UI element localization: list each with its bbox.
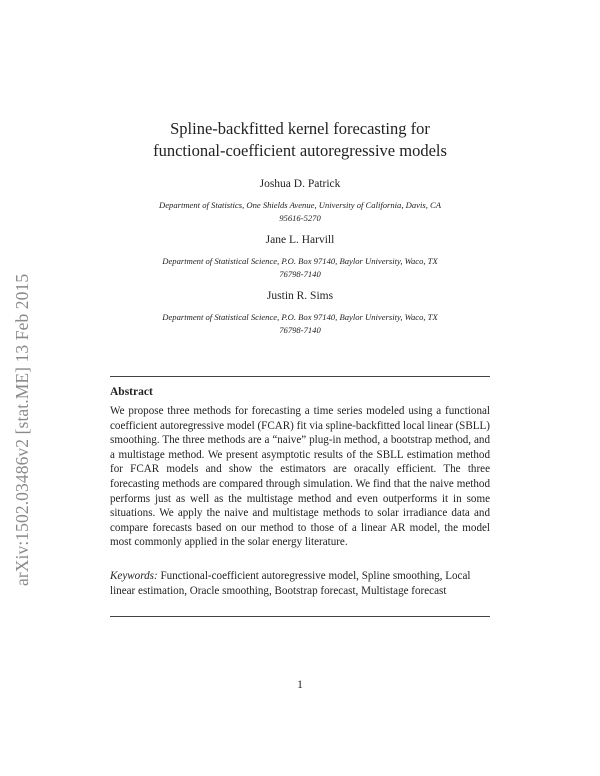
abstract-heading: Abstract — [110, 386, 153, 398]
page-number: 1 — [297, 679, 303, 691]
paper-title — [110, 118, 490, 162]
author-name-1: Joshua D. Patrick — [259, 178, 341, 190]
keywords-label: Keywords: — [110, 570, 158, 582]
paper-title-line-1: Spline-backfitted kernel forecasting for — [170, 119, 430, 138]
author-affiliation-2 — [115, 255, 485, 281]
author-affiliation-3-line-2: 76798-7140 — [279, 325, 321, 335]
abstract-bottom-rule — [110, 616, 490, 617]
author-affiliation-2-line-2: 76798-7140 — [279, 269, 321, 279]
author-affiliation-3-line-1: Department of Statistical Science, P.O. Box 97140, Baylor University, Waco, TX — [162, 312, 438, 322]
keywords — [110, 569, 490, 598]
author-affiliation-2-line-1: Department of Statistical Science, P.O. Box 97140, Baylor University, Waco, TX — [162, 256, 438, 266]
paper-title-line-2: functional-coefficient autoregressive models — [153, 141, 447, 160]
abstract-body: We propose three methods for forecasting a time series modeled using a functional coefficient autoregressive model (FCAR) fit via spline-backfitted local linear (SBLL) smoothing. The three methods are a “naive” plug-in method, a bootstrap method, and a multistage method. We present asymptotic results of the SBLL estimation method for FCAR models and show the estimators are oracally efficient. The three forecasting methods are compared through simulation. We find that the naive method performs just as well as the multistage method and even outperforms it in some situations. We apply the naive and multistage methods to solar irradiance data and compare forecasts based on our method to those of a linear AR model, the model most commonly applied in the solar energy literature. — [110, 405, 490, 549]
keywords-list: Functional-coefficient autoregressive model, Spline smoothing, Local linear estimation, Oracle smoothing, Bootstrap forecast, Multistage forecast — [110, 570, 471, 597]
author-affiliation-1-line-1: Department of Statistics, One Shields Avenue, University of California, Davis, CA — [159, 200, 441, 210]
author-affiliation-1-line-2: 95616-5270 — [279, 213, 321, 223]
arxiv-identifier-sidebar: arXiv:1502.03486v2 [stat.ME] 13 Feb 2015 — [12, 273, 32, 586]
author-affiliation-1 — [115, 199, 485, 225]
abstract-top-rule — [110, 376, 490, 377]
author-affiliation-3 — [115, 311, 485, 337]
author-name-3: Justin R. Sims — [266, 290, 334, 302]
author-name-2: Jane L. Harvill — [265, 234, 335, 246]
